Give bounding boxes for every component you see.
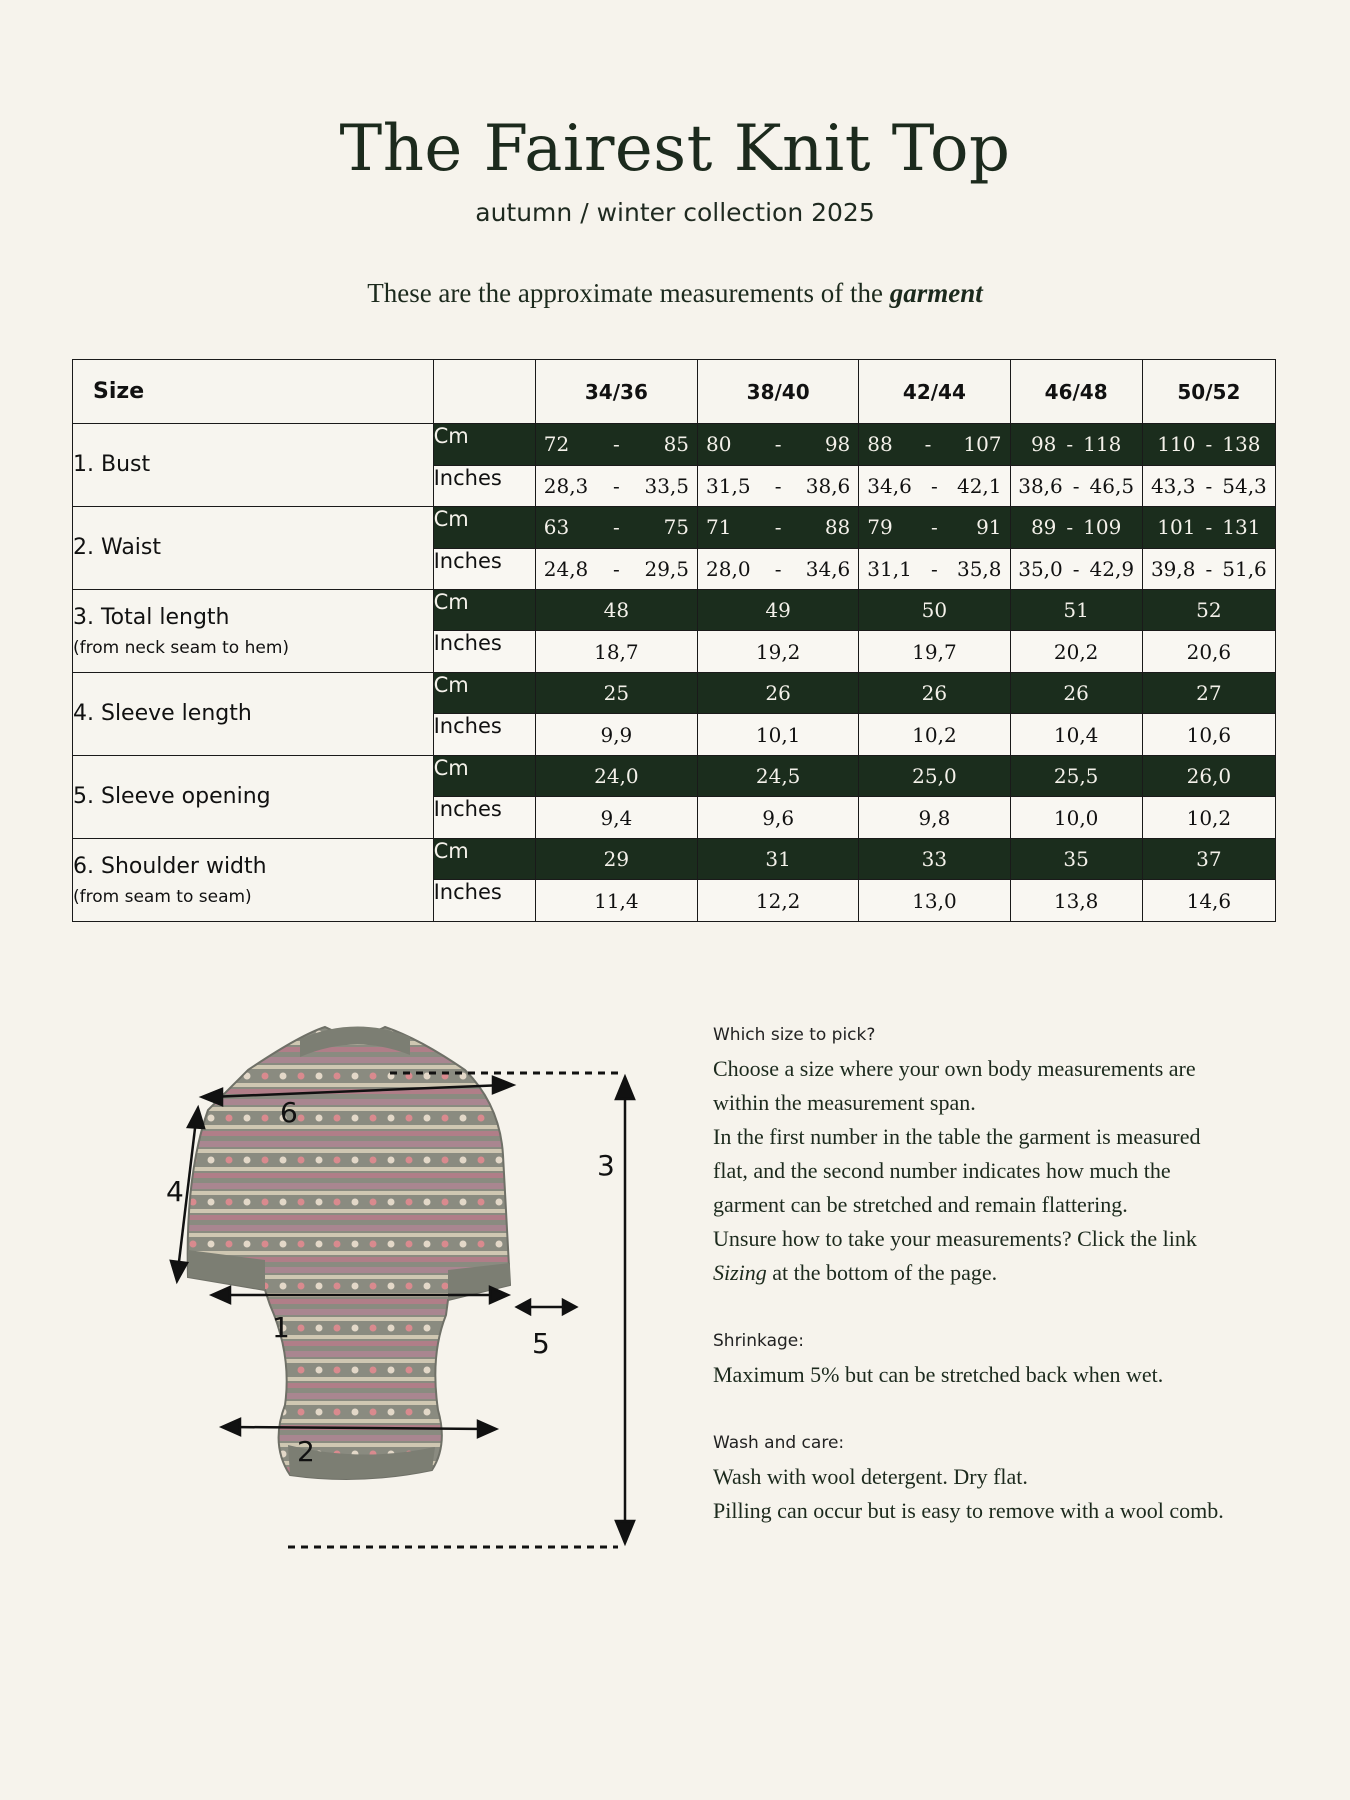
intro-text	[0, 278, 1350, 309]
unit-label: Inches	[433, 714, 535, 755]
size-pick-last-text: at the bottom of the page.	[766, 1260, 998, 1285]
unit-label: Cm	[433, 589, 535, 630]
range-max: 46,5	[1089, 473, 1135, 498]
value-cell: 12,2	[698, 880, 859, 922]
unit-label: Inches	[433, 880, 535, 922]
size-column-header: 38/40	[698, 360, 859, 424]
size-column-header: 34/36	[535, 360, 697, 424]
size-column-header: 50/52	[1142, 360, 1275, 424]
value-cell	[1142, 465, 1275, 506]
table-row-cm	[73, 589, 1276, 630]
measurement-name: 3. Total length	[73, 604, 230, 630]
range-separator: -	[931, 473, 938, 498]
value-cell	[1142, 548, 1275, 589]
value-range	[1011, 474, 1142, 498]
size-pick-heading: Which size to pick?	[713, 1025, 876, 1045]
value-range	[698, 557, 858, 581]
value-cell	[859, 507, 1010, 548]
unit-label: Cm	[433, 424, 535, 465]
value-cell: 11,4	[535, 880, 697, 922]
wash-care-heading: Wash and care:	[713, 1433, 845, 1453]
range-separator: -	[1205, 515, 1213, 540]
size-pick-line: In the first number in the table the garment is measured	[713, 1124, 1201, 1149]
value-cell: 26,0	[1142, 755, 1275, 796]
range-separator: -	[1205, 473, 1213, 498]
range-min: 79	[867, 515, 893, 540]
value-range	[859, 432, 1009, 456]
value-cell: 19,7	[859, 631, 1010, 672]
range-max: 91	[976, 515, 1002, 540]
value-cell: 14,6	[1142, 880, 1275, 922]
range-separator: -	[924, 432, 932, 457]
range-max: 107	[963, 432, 1002, 457]
range-min: 88	[867, 432, 893, 457]
measurement-label	[73, 755, 434, 838]
value-cell	[698, 424, 859, 465]
value-range	[1143, 432, 1275, 456]
measurement-label	[73, 424, 434, 507]
value-range	[536, 474, 697, 498]
value-cell: 24,5	[698, 755, 859, 796]
sweater-shape	[188, 1026, 510, 1479]
value-range	[859, 557, 1009, 581]
value-cell	[1010, 548, 1142, 589]
value-range	[1011, 432, 1142, 456]
value-cell: 26	[1010, 672, 1142, 713]
unit-label: Cm	[433, 507, 535, 548]
value-range	[536, 515, 697, 539]
value-range	[698, 432, 858, 456]
range-min: 110	[1157, 432, 1196, 457]
measurement-name: 1. Bust	[73, 451, 151, 477]
range-separator: -	[774, 432, 782, 457]
range-min: 34,6	[867, 473, 912, 498]
value-cell: 29	[535, 838, 697, 879]
wash-care-line: Pilling can occur but is easy to remove with a wool comb.	[713, 1498, 1224, 1523]
value-cell: 48	[535, 589, 697, 630]
range-min: 89	[1030, 515, 1057, 540]
value-cell	[1010, 507, 1142, 548]
shrinkage-text: Maximum 5% but can be stretched back when wet.	[713, 1362, 1164, 1387]
range-min: 80	[706, 432, 732, 457]
measure-label-bust: 1	[272, 1311, 290, 1344]
range-min: 72	[543, 432, 570, 457]
value-cell: 10,1	[698, 714, 859, 755]
value-cell: 20,6	[1142, 631, 1275, 672]
collection-subtitle: autumn / winter collection 2025	[475, 198, 875, 227]
range-separator: -	[1205, 556, 1213, 581]
header-row	[73, 360, 1276, 424]
size-header-label: Size	[73, 360, 434, 424]
value-cell: 50	[859, 589, 1010, 630]
size-pick-line: flat, and the second number indicates how much the	[713, 1158, 1171, 1183]
value-cell: 9,4	[535, 797, 697, 838]
table-row-cm	[73, 755, 1276, 796]
value-range	[536, 432, 697, 456]
unit-label: Inches	[433, 465, 535, 506]
range-min: 24,8	[543, 556, 589, 581]
value-cell: 31	[698, 838, 859, 879]
size-pick-line: within the measurement span.	[713, 1090, 976, 1115]
measurement-note: (from seam to seam)	[73, 886, 252, 907]
range-max: 34,6	[805, 556, 851, 581]
value-cell: 10,6	[1142, 714, 1275, 755]
measurement-name: 4. Sleeve length	[73, 700, 252, 726]
value-range	[698, 515, 858, 539]
range-max: 131	[1222, 515, 1261, 540]
range-separator: -	[1072, 473, 1080, 498]
range-separator: -	[613, 556, 620, 581]
measurement-label	[73, 672, 434, 755]
unit-header	[433, 360, 535, 424]
range-separator: -	[1066, 515, 1074, 540]
value-cell: 13,8	[1010, 880, 1142, 922]
value-cell: 49	[698, 589, 859, 630]
measurement-label	[73, 589, 434, 672]
table-row-cm	[73, 507, 1276, 548]
range-min: 63	[543, 515, 570, 540]
range-max: 88	[824, 515, 851, 540]
wash-care-line: Wash with wool detergent. Dry flat.	[713, 1464, 1028, 1489]
value-range	[1011, 557, 1142, 581]
value-cell	[535, 548, 697, 589]
table-row-cm	[73, 838, 1276, 879]
page-title: The Fairest Knit Top	[339, 112, 1011, 186]
size-column-header: 42/44	[859, 360, 1010, 424]
unit-label: Inches	[433, 797, 535, 838]
value-cell: 26	[859, 672, 1010, 713]
value-cell: 10,0	[1010, 797, 1142, 838]
size-column-header: 46/48	[1010, 360, 1142, 424]
value-cell	[859, 548, 1010, 589]
value-cell: 37	[1142, 838, 1275, 879]
measure-label-shoulder: 6	[280, 1096, 298, 1129]
value-cell	[1142, 424, 1275, 465]
measure-label-waist: 2	[297, 1435, 315, 1468]
range-max: 54,3	[1222, 473, 1267, 498]
value-cell: 24,0	[535, 755, 697, 796]
range-min: 28,0	[706, 556, 751, 581]
range-max: 33,5	[644, 473, 690, 498]
intro-emphasis: garment	[889, 278, 983, 308]
value-cell: 27	[1142, 672, 1275, 713]
value-range	[859, 515, 1009, 539]
value-range	[859, 474, 1009, 498]
range-max: 51,6	[1222, 556, 1267, 581]
value-cell: 52	[1142, 589, 1275, 630]
value-range	[1143, 557, 1275, 581]
intro-lead: These are the approximate measurements of the	[367, 278, 890, 308]
range-separator: -	[774, 515, 782, 540]
value-cell	[535, 465, 697, 506]
range-max: 85	[663, 432, 690, 457]
value-cell: 51	[1010, 589, 1142, 630]
range-separator: -	[774, 556, 782, 581]
size-pick-line: garment can be stretched and remain flattering.	[713, 1192, 1128, 1217]
range-separator: -	[1066, 432, 1074, 457]
info-panel	[713, 1018, 1293, 1528]
range-min: 38,6	[1018, 473, 1063, 498]
table-row-cm	[73, 424, 1276, 465]
value-cell: 19,2	[698, 631, 859, 672]
value-cell: 33	[859, 838, 1010, 879]
range-min: 71	[706, 515, 732, 540]
value-cell	[698, 548, 859, 589]
range-min: 35,0	[1018, 556, 1063, 581]
value-cell	[698, 507, 859, 548]
value-cell	[535, 507, 697, 548]
measurement-name: 2. Waist	[73, 534, 162, 560]
value-cell: 25	[535, 672, 697, 713]
measurement-label	[73, 838, 434, 921]
range-max: 35,8	[956, 556, 1002, 581]
value-cell: 20,2	[1010, 631, 1142, 672]
measurement-name: 6. Shoulder width	[73, 853, 267, 879]
value-cell	[1142, 507, 1275, 548]
range-max: 75	[663, 515, 690, 540]
unit-label: Cm	[433, 755, 535, 796]
measurement-note: (from neck seam to hem)	[73, 637, 290, 658]
unit-label: Cm	[433, 838, 535, 879]
measure-label-sleeve-length: 4	[166, 1175, 184, 1208]
value-cell: 25,0	[859, 755, 1010, 796]
value-cell: 18,7	[535, 631, 697, 672]
value-cell: 9,6	[698, 797, 859, 838]
garment-illustration	[130, 1015, 660, 1575]
unit-label: Cm	[433, 672, 535, 713]
range-min: 39,8	[1150, 556, 1196, 581]
range-separator: -	[1205, 432, 1213, 457]
value-cell: 10,2	[1142, 797, 1275, 838]
range-min: 43,3	[1150, 473, 1196, 498]
range-separator: -	[613, 473, 620, 498]
unit-label: Inches	[433, 631, 535, 672]
size-pick-line: Unsure how to take your measurements? Click the link	[713, 1226, 1197, 1251]
value-range	[536, 557, 697, 581]
value-cell: 10,2	[859, 714, 1010, 755]
unit-label: Inches	[433, 548, 535, 589]
value-cell: 13,0	[859, 880, 1010, 922]
size-pick-line: Choose a size where your own body measurements are	[713, 1056, 1196, 1081]
value-cell	[859, 424, 1010, 465]
range-separator: -	[1072, 556, 1080, 581]
range-separator: -	[931, 556, 938, 581]
value-cell	[535, 424, 697, 465]
range-min: 31,1	[867, 556, 912, 581]
range-min: 31,5	[706, 473, 751, 498]
range-separator: -	[774, 473, 782, 498]
measurement-label	[73, 507, 434, 590]
range-max: 109	[1083, 515, 1122, 540]
value-range	[1011, 515, 1142, 539]
value-range	[698, 474, 858, 498]
measurement-name: 5. Sleeve opening	[73, 783, 271, 809]
range-max: 42,1	[956, 473, 1002, 498]
value-range	[1143, 515, 1275, 539]
sizing-link[interactable]: Sizing	[713, 1260, 767, 1285]
range-separator: -	[931, 515, 938, 540]
range-min: 98	[1030, 432, 1057, 457]
value-cell: 26	[698, 672, 859, 713]
range-max: 29,5	[644, 556, 690, 581]
value-cell: 35	[1010, 838, 1142, 879]
value-cell: 25,5	[1010, 755, 1142, 796]
value-cell	[859, 465, 1010, 506]
value-cell: 9,8	[859, 797, 1010, 838]
range-min: 101	[1157, 515, 1196, 540]
range-max: 98	[824, 432, 851, 457]
value-cell	[1010, 465, 1142, 506]
table-row-cm	[73, 672, 1276, 713]
range-min: 28,3	[543, 473, 589, 498]
value-range	[1143, 474, 1275, 498]
shrinkage-heading: Shrinkage:	[713, 1331, 804, 1351]
value-cell	[1010, 424, 1142, 465]
range-max: 42,9	[1089, 556, 1135, 581]
range-max: 118	[1083, 432, 1122, 457]
measure-label-sleeve-opening: 5	[532, 1327, 550, 1360]
range-separator: -	[613, 515, 620, 540]
size-chart-table	[72, 359, 1276, 922]
range-max: 138	[1222, 432, 1261, 457]
measure-label-length: 3	[597, 1149, 615, 1182]
range-max: 38,6	[805, 473, 851, 498]
range-separator: -	[613, 432, 620, 457]
value-cell: 9,9	[535, 714, 697, 755]
size-pick-last-line	[713, 1256, 1293, 1290]
value-cell: 10,4	[1010, 714, 1142, 755]
value-cell	[698, 465, 859, 506]
